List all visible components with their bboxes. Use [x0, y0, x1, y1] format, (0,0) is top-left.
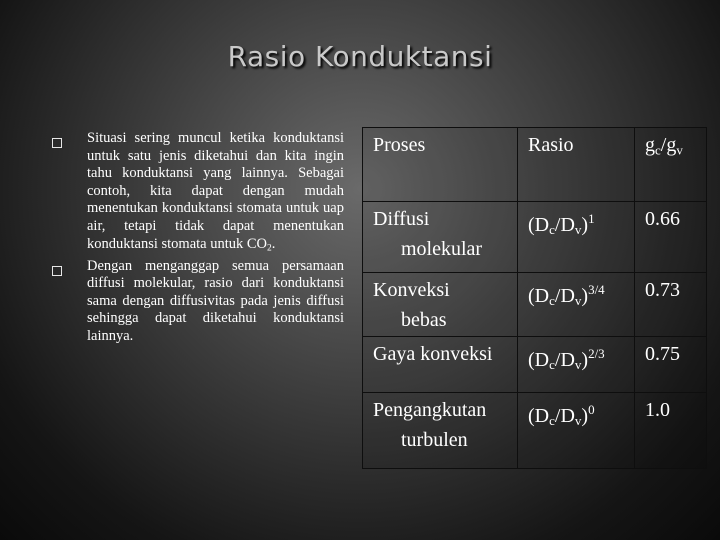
table-row	[363, 393, 707, 469]
value-cell: 0.66	[635, 202, 707, 273]
rasio-cell: $(D_c/D_v)^{2/3}$	[518, 337, 635, 393]
proses-cell: Gaya konveksi	[363, 337, 518, 393]
subscript: 2	[267, 242, 272, 253]
ratio-table	[362, 127, 707, 469]
bullet-item	[52, 258, 344, 346]
header-proses: Proses	[363, 128, 518, 202]
bullet-text: Dengan menganggap semua persamaan diffusi molekular, rasio dari konduktansi sama dengan diffusivitas pada jenis diffusi sehingga dapat diketahui konduktansi lainnya.	[87, 257, 344, 344]
rasio-cell: $(D_c/D_v)^{3/4}$	[518, 273, 635, 337]
table-header-row	[363, 128, 707, 202]
square-bullet-icon	[52, 266, 62, 276]
value-cell: 0.75	[635, 337, 707, 393]
slide-title: Rasio Konduktansi	[227, 40, 493, 73]
square-bullet-icon	[52, 138, 62, 148]
header-gc-gv: $g_c/g_v$	[635, 128, 707, 202]
proses-cell: Pengangkutan turbulen	[363, 393, 518, 469]
bullet-list	[52, 130, 344, 345]
table-row	[363, 337, 707, 393]
value-cell: 0.73	[635, 273, 707, 337]
header-rasio: Rasio	[518, 128, 635, 202]
rasio-cell: $(D_c/D_v)^0$	[518, 393, 635, 469]
value-cell: 1.0	[635, 393, 707, 469]
bullet-suffix: .	[271, 235, 276, 252]
proses-cell: Konveksi bebas	[363, 273, 518, 337]
bullet-text: Situasi sering muncul ketika konduktansi untuk satu jenis diketahui dan kita ingin tahu konduktansi yang lainnya. Sebagai contoh, kita dapat dengan mudah menentukan konduktansi stomata untuk uap air, tetapi tidak dapat menentukan konduktansi stomata untuk CO	[87, 130, 344, 252]
rasio-cell: $(D_c/D_v)^1$	[518, 202, 635, 273]
table-row	[363, 273, 707, 337]
bullet-item	[52, 130, 344, 258]
proses-cell: Diffusi molekular	[363, 202, 518, 273]
table-row	[363, 202, 707, 273]
